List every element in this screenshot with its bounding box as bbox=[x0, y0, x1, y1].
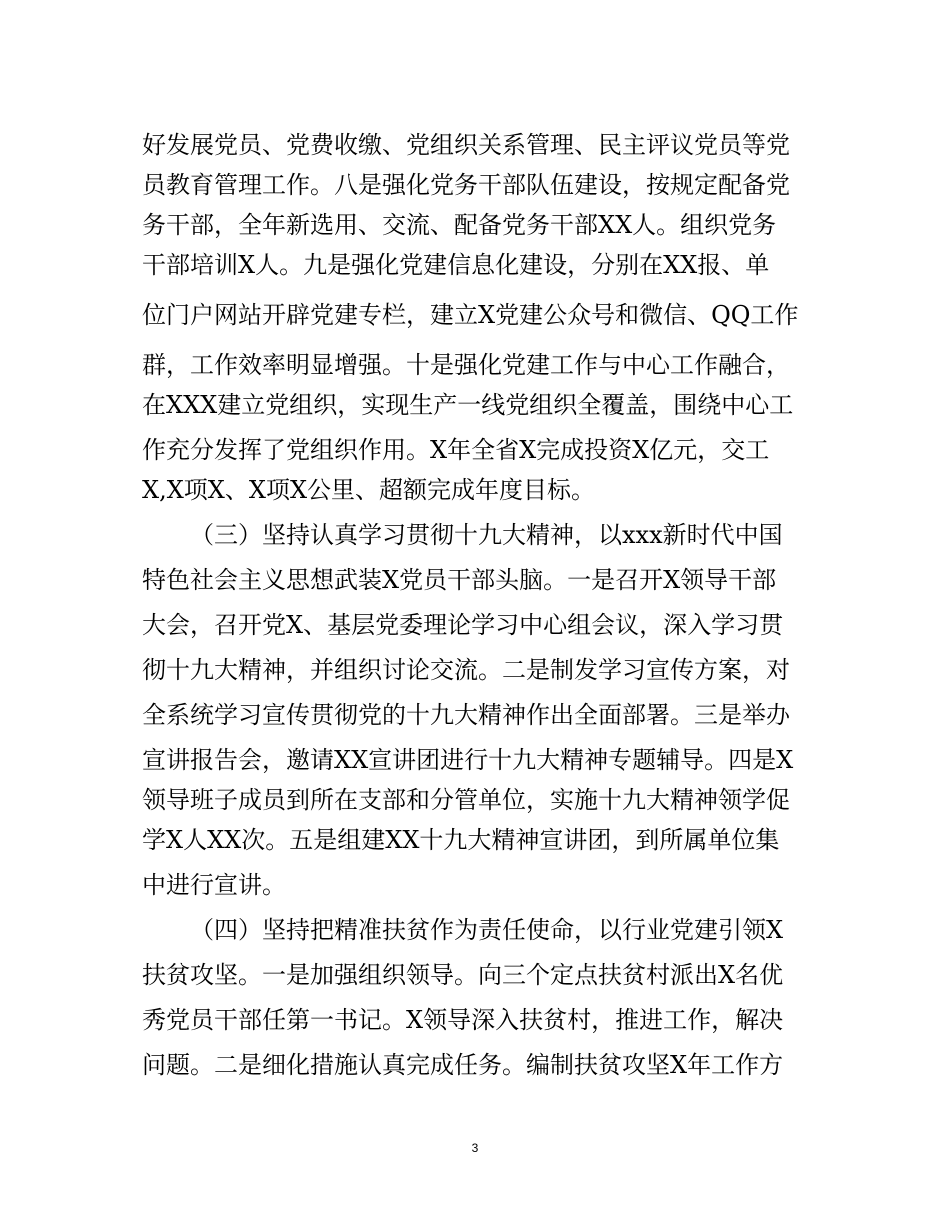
text-line: 领导班子成员到所在支部和分管单位，实施十九大精神领学促 bbox=[142, 786, 790, 814]
text-line: 宣讲报告会，邀请XX宣讲团进行十九大精神专题辅导。四是X bbox=[142, 746, 794, 774]
text-line: X,X项X、X项X公里、超额完成年度目标。 bbox=[142, 476, 596, 504]
text-line: 作充分发挥了党组织作用。X年全省X完成投资X亿元，交工 bbox=[142, 436, 770, 464]
text-line: 问题。二是细化措施认真完成任务。编制扶贫攻坚X年工作方 bbox=[142, 1051, 784, 1079]
text-line: 中进行宣讲。 bbox=[142, 871, 286, 899]
text-line: 学X人XX次。五是组建XX十九大精神宣讲团，到所属单位集 bbox=[142, 826, 780, 854]
text-line: 全系统学习宣传贯彻党的十九大精神作出全面部署。三是举办 bbox=[142, 701, 790, 729]
page-number: 3 bbox=[471, 1141, 479, 1155]
text-line: 干部培训X人。九是强化党建信息化建设，分别在XX报、单 bbox=[142, 251, 770, 279]
text-line: 特色社会主义思想武装X党员干部头脑。一是召开X领导干部 bbox=[142, 566, 777, 594]
text-line: 彻十九大精神，并组织讨论交流。二是制发学习宣传方案，对 bbox=[142, 656, 790, 684]
text-line: 好发展党员、党费收缴、党组织关系管理、民主评议党员等党 bbox=[142, 131, 790, 159]
text-line: 员教育管理工作。八是强化党务干部队伍建设，按规定配备党 bbox=[142, 171, 790, 199]
text-line: 群，工作效率明显增强。十是强化党建工作与中心工作融合， bbox=[142, 351, 790, 379]
paragraph-heading-3: （三）坚持认真学习贯彻十九大精神，以xxx新时代中国 bbox=[190, 521, 783, 549]
text-line: 扶贫攻坚。一是加强组织领导。向三个定点扶贫村派出X名优 bbox=[142, 961, 784, 989]
text-line: 务干部，全年新选用、交流、配备党务干部XX人。组织党务 bbox=[142, 211, 777, 239]
text-line: 位门户网站开辟党建专栏，建立X党建公众号和微信、QQ工作 bbox=[142, 301, 799, 329]
text-line: 大会，召开党X、基层党委理论学习中心组会议，深入学习贯 bbox=[142, 611, 784, 639]
paragraph-heading-4: （四）坚持把精准扶贫作为责任使命，以行业党建引领X bbox=[190, 916, 784, 944]
text-line: 在XXX建立党组织，实现生产一线党组织全覆盖，围绕中心工 bbox=[142, 391, 794, 419]
text-line: 秀党员干部任第一书记。X领导深入扶贫村，推进工作，解决 bbox=[142, 1006, 784, 1034]
